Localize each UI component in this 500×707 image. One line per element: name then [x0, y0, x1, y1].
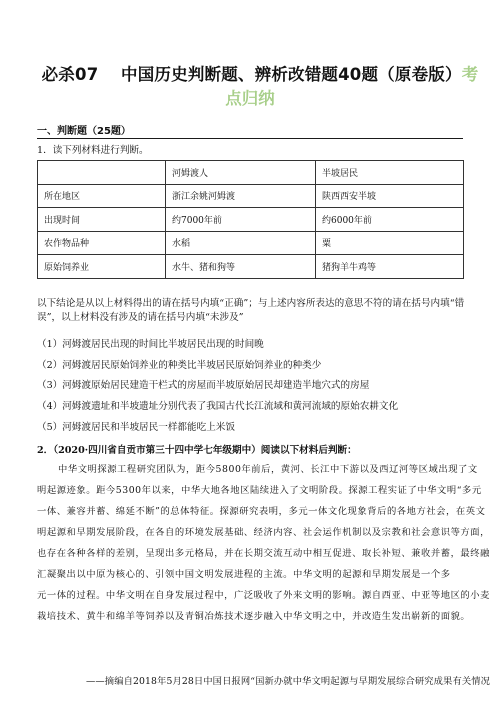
table-cell: 农作物品种: [38, 231, 166, 255]
judgment-item: （4）河姆渡遗址和半坡遗址分别代表了我国古代长江流域和黄河流域的原始农耕文化: [37, 401, 399, 412]
table-cell: 猪狗羊牛鸡等: [316, 255, 464, 279]
table-cell: 出现时间: [38, 208, 166, 232]
table-header-row: [38, 161, 464, 185]
table-cell: 陕西西安半坡: [316, 184, 464, 208]
instruction-line: 误”，以上材料没有涉及的请在括号内填“未涉及”: [37, 312, 244, 323]
material-line: 明起源迹象。距今5300年以来，中华大地各地区陆续进入了文明阶段。探源工程实证了中华文明“多元: [37, 485, 482, 496]
table-row: [38, 208, 464, 232]
section-divider: [37, 138, 463, 139]
judgment-item: （5）河姆渡居民和半坡居民一样都能吃上米饭: [37, 422, 235, 433]
question-1-prompt: 1．读下列材料进行判断。: [37, 145, 149, 156]
judgment-item: （3）河姆渡原始居民建造干栏式的房屋而半坡原始居民却建造半地穴式的房屋: [37, 380, 370, 391]
material-line: 也存在各种各样的差别，呈现出多元格局，并在长期交流互动中相互促进、取长补短、兼收并蓄，最终融: [37, 548, 490, 559]
table-cell: [38, 161, 166, 185]
title-accent: 考: [461, 65, 479, 84]
table-cell: 原始饲养业: [38, 255, 166, 279]
comparison-table: [37, 160, 464, 279]
material-line: 元一体的过程。中华文明在自身发展过程中，广泛吸收了外来文明的影响。源自西亚、中亚等地区的小麦: [37, 590, 490, 601]
material-line: 明起源和早期发展阶段，在各自的环境发展基础、经济内容、社会运作机制以及宗教和社会意识等方面，: [37, 527, 490, 538]
table-cell: 水稻: [166, 231, 316, 255]
material-line: 中华文明探源工程研究团队为，距今5800年前后，黄河、长江中下游以及西辽河等区域出现了文: [58, 464, 478, 475]
judgment-item: （1）河姆渡居民出现的时间比半坡居民出现的时间晚: [37, 339, 264, 350]
table-cell: 浙江余姚河姆渡: [166, 184, 316, 208]
table-cell: 半坡居民: [316, 161, 464, 185]
table-cell: 约7000年前: [166, 208, 316, 232]
judgment-item: （2）河姆渡居民原始饲养业的种类比半坡居民原始饲养业的种类少: [37, 360, 322, 371]
document-title: [40, 64, 480, 86]
question-2-prompt: 2．（2020·四川省自贡市第三十四中学七年级期中）阅读以下材料后判断：: [37, 445, 357, 456]
table-cell: 约6000年前: [316, 208, 464, 232]
table-row: [38, 184, 464, 208]
table-cell: 水牛、猪和狗等: [166, 255, 316, 279]
table-cell: 河姆渡人: [166, 161, 316, 185]
material-line: 汇凝聚出以中原为核心的、引领中国文明发展进程的主流。中华文明的起源和早期发展是一个多: [37, 569, 451, 580]
table-cell: 所在地区: [38, 184, 166, 208]
table-row: [38, 255, 464, 279]
title-main: 必杀07 中国历史判断题、辨析改错题40题（原卷版）: [41, 65, 462, 84]
material-line: 一体、兼容并蓄、绵延不断”的总体特征。探源研究表明，多元一体文化现象背后的各地方社会，在英文: [37, 506, 486, 517]
table-cell: 粟: [316, 231, 464, 255]
instruction-line: 以下结论是从以上材料得出的请在括号内填“正确”；与上述内容所表达的意思不符的请在括号内填“错: [37, 298, 465, 309]
section-heading: 一、判断题（25题）: [37, 126, 131, 137]
material-line: 栽培技术、黄牛和绵羊等饲养以及青铜冶炼技术逐步融入中华文明之中，并改造生发出崭新的面貌。: [37, 611, 471, 622]
table-row: [38, 231, 464, 255]
document-subtitle: 点归纳: [225, 89, 275, 108]
source-citation: ——摘编自2018年5月28日中国日报网“国新办就中华文明起源与早期发展综合研究成果有关情况: [86, 676, 491, 687]
